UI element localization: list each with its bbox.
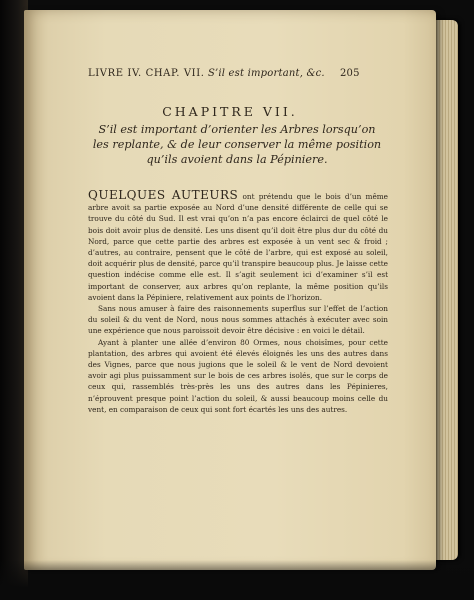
book-page [24, 10, 436, 570]
paragraph-2: Sans nous amuser à faire des raisonnements superflus sur l’effet de l’action du soleil & du vent de Nord, nous nous sommes attachés à exécuter avec soin une expérience que nous paroissoit devoir être décisive : en voici le détail. [88, 304, 388, 336]
paragraph-1-text: ont prétendu que le bois d’un même arbre avoit sa partie exposée au Nord d’une densité différente de celle qui se trouve du côté du Sud. Il est vrai qu’on n’a pas encore éclairci de quel côté le bois doit avoir plus de densité. Les uns disent qu’il doit être plus dur du côté du Nord, parce que cette partie des arbres est exposée à un vent sec & froid ; d’autres, au contraire, pensent que le côté de l’arbre, qui est exposé au soleil, doit acquérir plus de densité, parce qu’il transpire beaucoup plus. Je laisse cette question indécise comme elle est. Il s’agit seulement ici d’examiner s’il est important de conserver, aux arbres qu’on replante, la même position qu’ils avoient dans la Pépiniere, relativement aux points de l’horizon. [88, 192, 388, 302]
dropcap-opening-words: QUELQUES AUTEURS [88, 188, 239, 202]
running-head-book-chapter: LIVRE IV. CHAP. VII. [88, 68, 205, 79]
body-text [88, 190, 388, 415]
running-head-italic: S’il est important, &c. [207, 68, 325, 79]
page-number: 205 [340, 68, 360, 79]
bottom-shadow [0, 560, 474, 600]
paragraph-1 [88, 190, 388, 303]
running-head [88, 68, 360, 79]
paragraph-3: Ayant à planter une allée d’environ 80 Ormes, nous choisîmes, pour cette plantation, des arbres qui avoient été élevés éloignés les uns des autres dans des Vignes, parce que nous jugions que le soleil & le vent de Nord devoient avoir agi plus puissamment sur le bois de ces arbres isolés, que sur le corps de ceux qui, rassemblés très-près les uns des autres dans les Pépinieres, n’éprouvent presque point l’action du soleil, & aussi beaucoup moins celle du vent, en comparaison de ceux qui sont fort écartés les uns des autres. [88, 337, 388, 414]
chapter-title: S’il est important d’orienter les Arbres lorsqu’on les replante, & de leur conserver la même position qu’ils avoient dans la Pépiniere. [92, 123, 382, 166]
chapter-heading: CHAPITRE VII. [162, 104, 298, 119]
